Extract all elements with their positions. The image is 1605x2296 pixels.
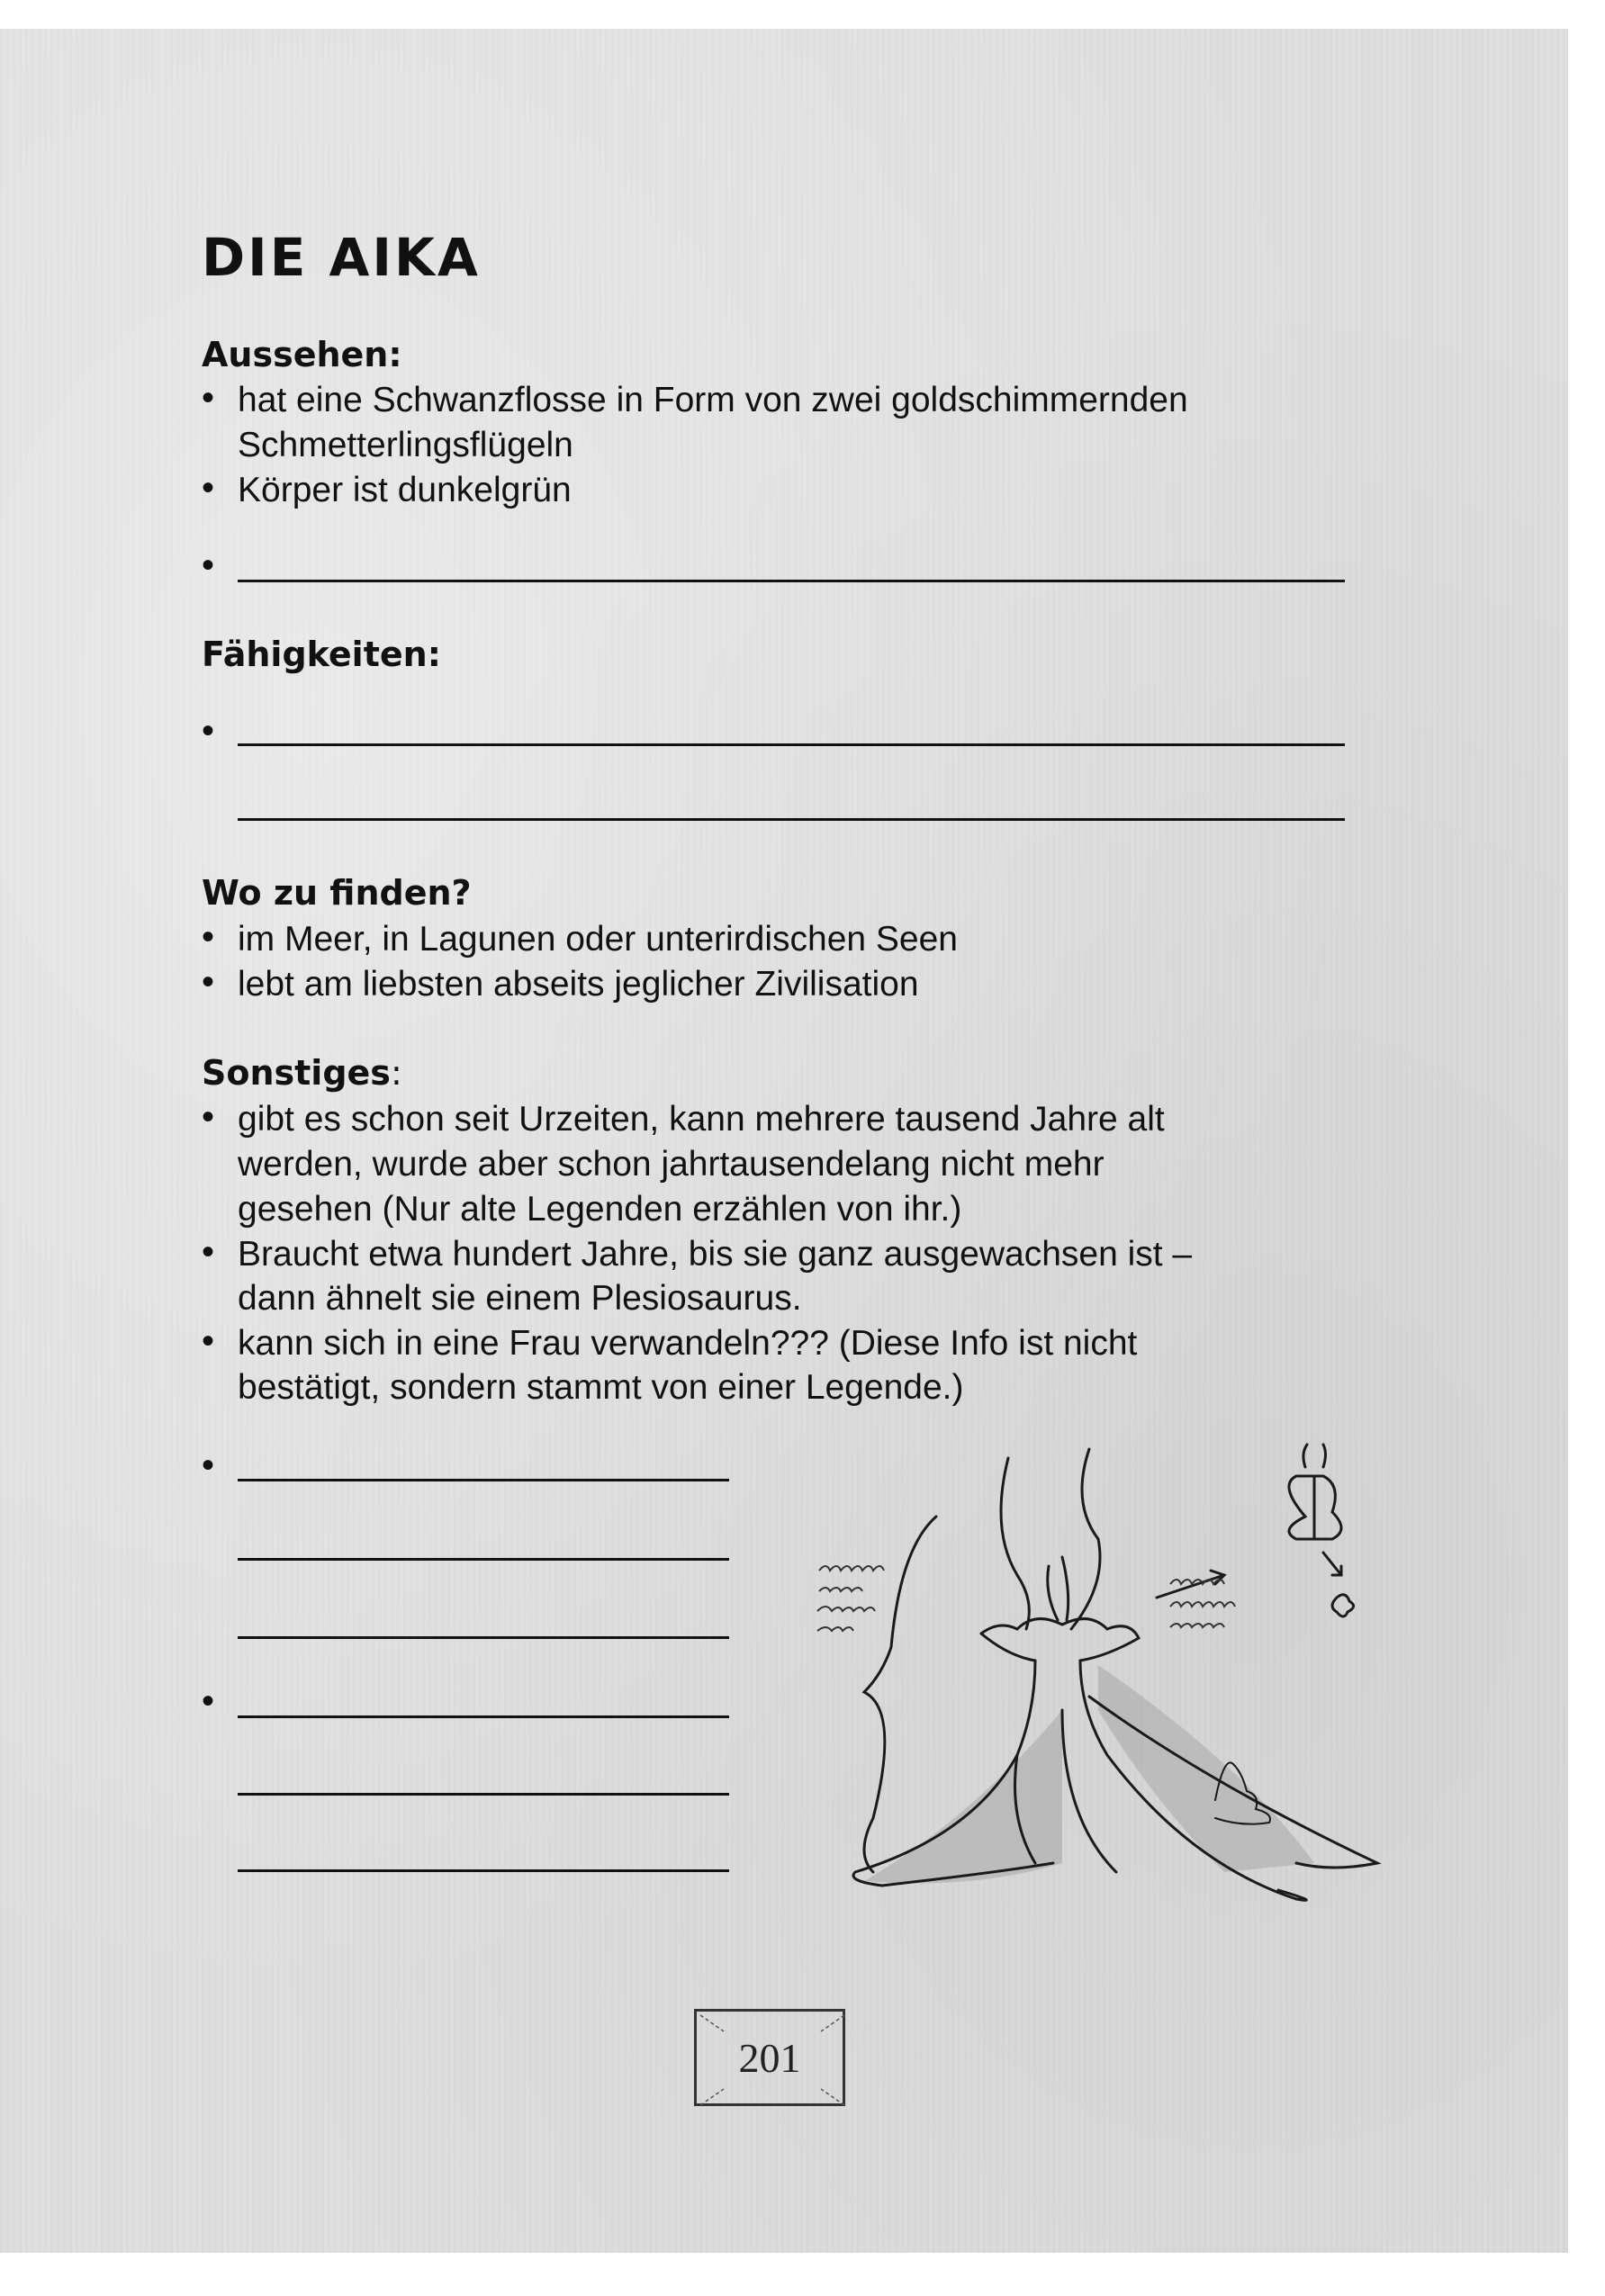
list-item: gibt es schon seit Urzeiten, kann mehrere tausend Jahre alt xyxy=(238,1100,1165,1139)
list-item-continuation: gesehen (Nur alte Legenden erzählen von ihr.) xyxy=(238,1190,962,1229)
heading-wo-zu-finden: Wo zu finden? xyxy=(202,873,472,913)
bullet: • xyxy=(202,1232,215,1272)
list-item: hat eine Schwanzflosse in Form von zwei goldschimmernden xyxy=(238,381,1188,419)
bullet: • xyxy=(202,468,215,508)
bullet: • xyxy=(202,711,215,751)
bullet: • xyxy=(202,545,215,585)
bullet: • xyxy=(202,378,215,418)
heading-sonstiges xyxy=(202,1053,402,1093)
blank-write-line[interactable] xyxy=(238,1715,729,1718)
blank-write-line[interactable] xyxy=(238,1793,729,1796)
blank-write-line[interactable] xyxy=(238,1558,729,1561)
heading-aussehen: Aussehen: xyxy=(202,335,402,374)
bullet: • xyxy=(202,1445,215,1485)
list-item-continuation: dann ähnelt sie einem Plesiosaurus. xyxy=(238,1279,802,1318)
heading-colon: : xyxy=(390,1053,402,1093)
blank-write-line[interactable] xyxy=(238,1479,729,1481)
blank-write-line[interactable] xyxy=(238,818,1345,821)
blank-write-line[interactable] xyxy=(238,743,1345,746)
page-number: 201 xyxy=(738,2034,801,2081)
list-item-continuation: Schmetterlingsflügeln xyxy=(238,426,573,464)
list-item-continuation: werden, wurde aber schon jahrtausendelang nicht mehr xyxy=(238,1145,1105,1184)
list-item: lebt am liebsten abseits jeglicher Zivilisation xyxy=(238,965,919,1004)
list-item: Körper ist dunkelgrün xyxy=(238,471,572,509)
heading-faehigkeiten: Fähigkeiten: xyxy=(202,635,441,674)
blank-write-line[interactable] xyxy=(238,580,1345,582)
list-item: Braucht etwa hundert Jahre, bis sie ganz ausgewachsen ist – xyxy=(238,1235,1193,1274)
blank-write-line[interactable] xyxy=(238,1869,729,1872)
page-title: DIE AIKA xyxy=(202,227,481,288)
list-item-continuation: bestätigt, sondern stammt von einer Legende.) xyxy=(238,1368,964,1407)
blank-write-line[interactable] xyxy=(238,1636,729,1639)
bullet: • xyxy=(202,1321,215,1361)
bullet: • xyxy=(202,1097,215,1137)
aika-sketch-illustration xyxy=(792,1440,1422,1917)
bullet: • xyxy=(202,917,215,957)
list-item: im Meer, in Lagunen oder unterirdischen Seen xyxy=(238,920,958,959)
page-number-box xyxy=(694,2009,845,2106)
bullet: • xyxy=(202,962,215,1002)
list-item: kann sich in eine Frau verwandeln??? (Diese Info ist nicht xyxy=(238,1324,1138,1363)
heading-sonstiges-label: Sonstiges xyxy=(202,1053,391,1093)
bullet: • xyxy=(202,1681,215,1721)
